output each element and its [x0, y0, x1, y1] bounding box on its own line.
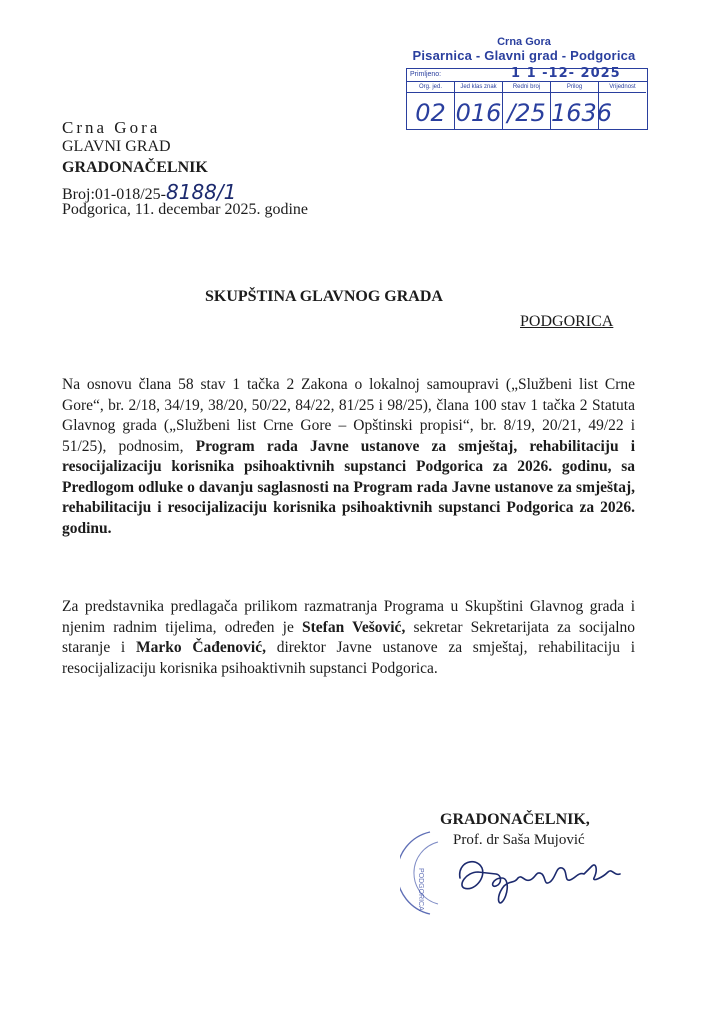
stamp-office: Pisarnica - Glavni grad - Podgorica	[412, 48, 636, 63]
stamp-received-label: Primljeno:	[410, 71, 442, 78]
handwritten-signature	[452, 848, 627, 908]
stamp-value-class: 016	[455, 93, 503, 129]
stamp-value-value	[599, 93, 646, 129]
stamp-value-attachment: 1636	[551, 93, 599, 129]
seal-text: PODGORICA	[417, 868, 424, 911]
representative-1-role: sekretar Sekretarijata za socijalno staranje i	[62, 618, 636, 656]
legal-basis-text: Na osnovu člana 58 stav 1 tačka 2 Zakona o lokalnoj samoupravi („Službeni list Crne Gore“, br. 2/18, 34/19, 38/20, 50/22, 84/22, 81/25 i 98/25), člana 100 stav 1 tačka 2 Statuta Glavnog grada („Službeni list Crne Gore – Opštinski propisi“, br. 8/19, 20/21, 49/22 i 51/25), podnosim,	[62, 376, 635, 455]
paragraph-legal-basis	[62, 375, 635, 539]
stamp-value-number: /25	[503, 93, 551, 129]
stamp-value-org: 02	[407, 93, 455, 129]
paragraph-representatives	[62, 597, 635, 679]
stamp-header-class: Jed klas znak	[455, 82, 503, 93]
representatives-intro: Za predstavnika predlagača prilikom razmatranja Programa u Skupštini Glavnog grada i njenim radnim tijelima, određen je	[62, 598, 635, 636]
stamp-received-date: 1 1 -12- 2025	[511, 66, 621, 81]
reference-prefix: Broj:01-018/25-	[62, 186, 166, 203]
representative-1-name: Stefan Vešović,	[302, 618, 406, 636]
stamp-header-org: Org. jed.	[407, 82, 455, 93]
header-city: GLAVNI GRAD	[62, 138, 171, 155]
header-office: GRADONAČELNIK	[62, 159, 208, 176]
stamp-country: Crna Gora	[497, 36, 551, 48]
stamp-table	[406, 68, 648, 130]
place-date: Podgorica, 11. decembar 2025. godine	[62, 201, 309, 218]
representative-2-name: Marko Čađenović,	[135, 639, 266, 656]
signature-name: Prof. dr Saša Mujović	[453, 832, 585, 848]
header-country: Crna Gora	[62, 118, 161, 137]
representative-2-role: direktor Javne ustanove za smještaj, rehabilitaciju i resocijalizaciju korisnika psihoaktivnih supstanci Podgorica.	[62, 639, 636, 677]
recipient-name: SKUPŠTINA GLAVNOG GRADA	[205, 288, 443, 305]
reference-handwritten: 8188/1	[166, 180, 237, 204]
stamp-header-number: Redni broj	[503, 82, 551, 93]
registry-stamp	[400, 36, 648, 132]
stamp-received-row	[407, 66, 647, 82]
program-title: Program rada Javne ustanove za smještaj, rehabilitaciju i resocijalizaciju korisnika psihoaktivnih supstanci Podgorica za 2026. godinu, sa Predlogom odluke o davanju saglasnosti na Program rada Javne ustanove za smještaj, rehabilitaciju i resocijalizaciju korisnika psihoaktivnih supstanci Podgorica za 2026. godinu.	[62, 437, 636, 537]
recipient-city: PODGORICA	[520, 313, 614, 330]
stamp-header-attachment: Prilog	[551, 82, 599, 93]
stamp-header-value: Vrijednost	[599, 82, 646, 93]
signature-title: GRADONAČELNIK,	[440, 811, 590, 828]
